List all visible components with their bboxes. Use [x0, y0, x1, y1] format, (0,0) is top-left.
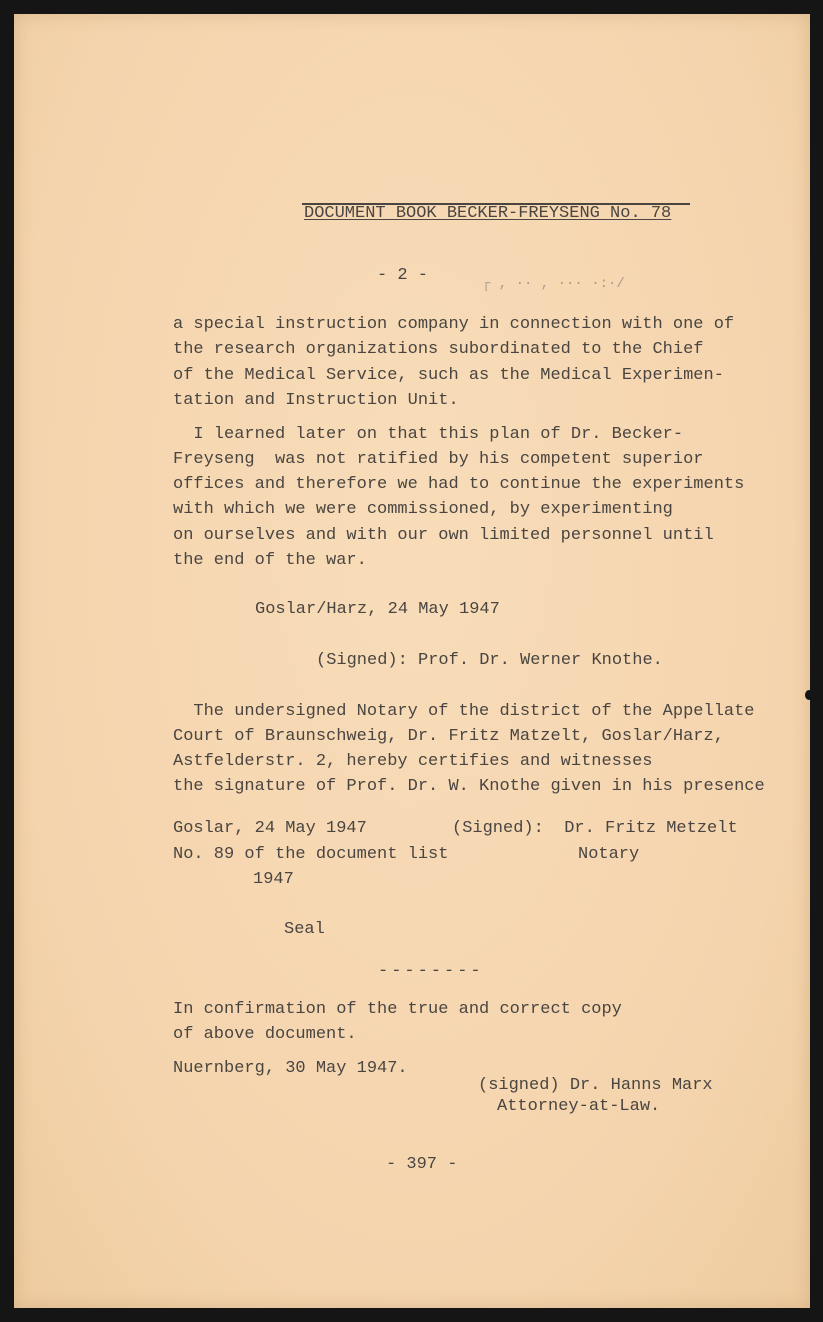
punch-hole — [805, 690, 813, 700]
signed-marx: (signed) Dr. Hanns Marx — [478, 1076, 713, 1095]
confirmation-line1: In confirmation of the true and correct copy — [173, 1000, 622, 1019]
paragraph1-line2: the research organizations subordinated to the Chief — [173, 340, 704, 359]
notary-year: 1947 — [253, 870, 294, 889]
marx-title: Attorney-at-Law. — [497, 1097, 661, 1116]
notary-line1: The undersigned Notary of the district of the Appellate — [173, 702, 755, 721]
paragraph2-line5: on ourselves and with our own limited personnel until — [173, 526, 714, 545]
page-marker-top: - 2 - — [377, 266, 429, 285]
notary-document-list: No. 89 of the document list — [173, 845, 449, 864]
place-date: Goslar/Harz, 24 May 1947 — [255, 600, 500, 619]
paragraph2-line4: with which we were commissioned, by experimenting — [173, 500, 673, 519]
paragraph1-line1: a special instruction company in connection with one of — [173, 315, 735, 334]
faint-note: ┌ , ·· , ··· ·:·/ — [482, 276, 625, 292]
page-number-bottom: - 397 - — [386, 1155, 458, 1174]
notary-title: Notary — [578, 845, 640, 864]
notary-signed: (Signed): Dr. Fritz Metzelt — [452, 819, 738, 838]
seal-label: Seal — [284, 920, 325, 939]
separator-line: -------- — [378, 962, 484, 981]
paragraph2-line1: I learned later on that this plan of Dr. Becker- — [173, 425, 684, 444]
notary-place-date: Goslar, 24 May 1947 — [173, 819, 367, 838]
paragraph2-line2: Freyseng was not ratified by his competent superior — [173, 450, 704, 469]
nuernberg-date: Nuernberg, 30 May 1947. — [173, 1059, 408, 1078]
notary-line2: Court of Braunschweig, Dr. Fritz Matzelt, Goslar/Harz, — [173, 727, 724, 746]
paragraph1-line3: of the Medical Service, such as the Medical Experimen- — [173, 366, 724, 385]
confirmation-line2: of above document. — [173, 1025, 357, 1044]
signed-knothe: (Signed): Prof. Dr. Werner Knothe. — [316, 651, 663, 670]
paragraph2-line3: offices and therefore we had to continue the experiments — [173, 475, 745, 494]
notary-line4: the signature of Prof. Dr. W. Knothe given in his presence — [173, 777, 765, 796]
notary-line3: Astfelderstr. 2, hereby certifies and witnesses — [173, 752, 653, 771]
paragraph2-line6: the end of the war. — [173, 551, 367, 570]
paragraph1-line4: tation and Instruction Unit. — [173, 391, 459, 410]
document-header: DOCUMENT BOOK BECKER-FREYSENG No. 78 — [304, 204, 672, 223]
